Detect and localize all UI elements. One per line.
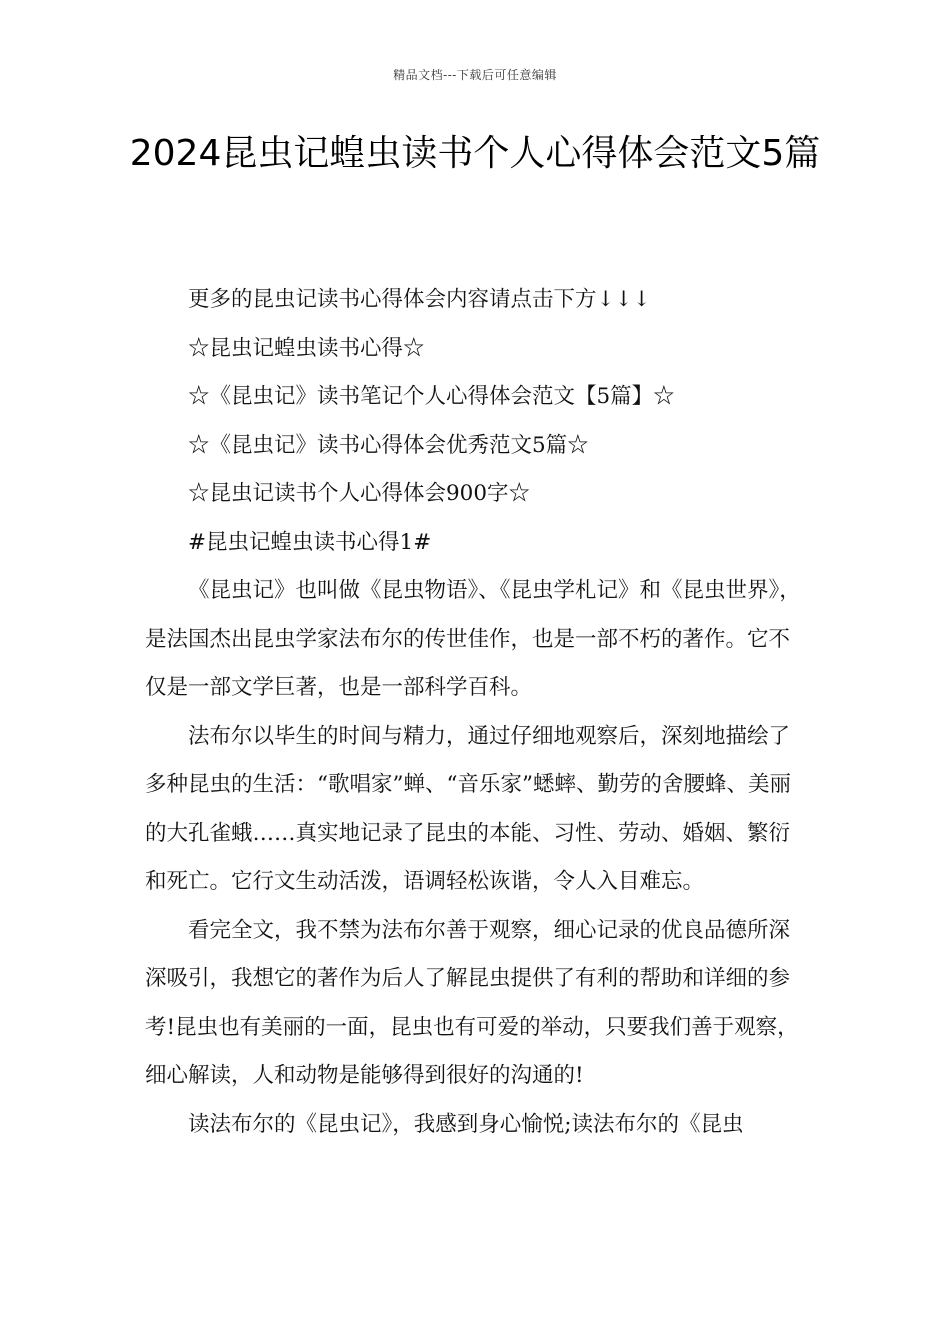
page-title: 2024昆虫记蝗虫读书个人心得体会范文5篇 (129, 133, 821, 174)
link-reading-notes-5[interactable]: ☆《昆虫记》读书笔记个人心得体会范文【5篇】☆ (188, 384, 675, 409)
paragraph: 《昆虫记》也叫做《昆虫物语》、《昆虫学札记》和《昆虫世界》，是法国杰出昆虫学家法布尔的传世佳作，也是一部不朽的著作。它不仅是一部文学巨著，也是一部科学百科。 (145, 578, 801, 700)
paragraph: 法布尔以毕生的时间与精力，通过仔细地观察后，深刻地描绘了多种昆虫的生活：“歌唱家”蝉、“音乐家”蟋蟀、勤劳的舍腰蜂、美丽的大孔雀蛾……真实地记录了昆虫的本能、习性、劳动、婚姻、繁衍和死亡。它行文生动活泼，语调轻松诙谐，令人入目难忘。 (145, 723, 791, 894)
link-900-words[interactable]: ☆昆虫记读书个人心得体会900字☆ (188, 481, 531, 506)
section-heading: #昆虫记蝗虫读书心得1# (188, 529, 432, 555)
link-excellent-essays-5[interactable]: ☆《昆虫记》读书心得体会优秀范文5篇☆ (188, 432, 589, 458)
link-locust-reading-notes[interactable]: ☆昆虫记蝗虫读书心得☆ (188, 335, 425, 361)
link-more-content[interactable]: 更多的昆虫记读书心得体会内容请点击下方↓↓↓ (188, 287, 651, 312)
paragraph: 看完全文，我不禁为法布尔善于观察，细心记录的优良品德所深深吸引，我想它的著作为后人了解昆虫提供了有利的帮助和详细的参考!昆虫也有美丽的一面，昆虫也有可爱的举动，只要我们善于观察，细心解读，人和动物是能够得到很好的沟通的! (145, 917, 799, 1088)
paragraph: 读法布尔的《昆虫记》，我感到身心愉悦;读法布尔的《昆虫 (188, 1111, 744, 1137)
header-note: 精品文档---下载后可任意编辑 (393, 68, 557, 82)
document-body (145, 276, 810, 1149)
